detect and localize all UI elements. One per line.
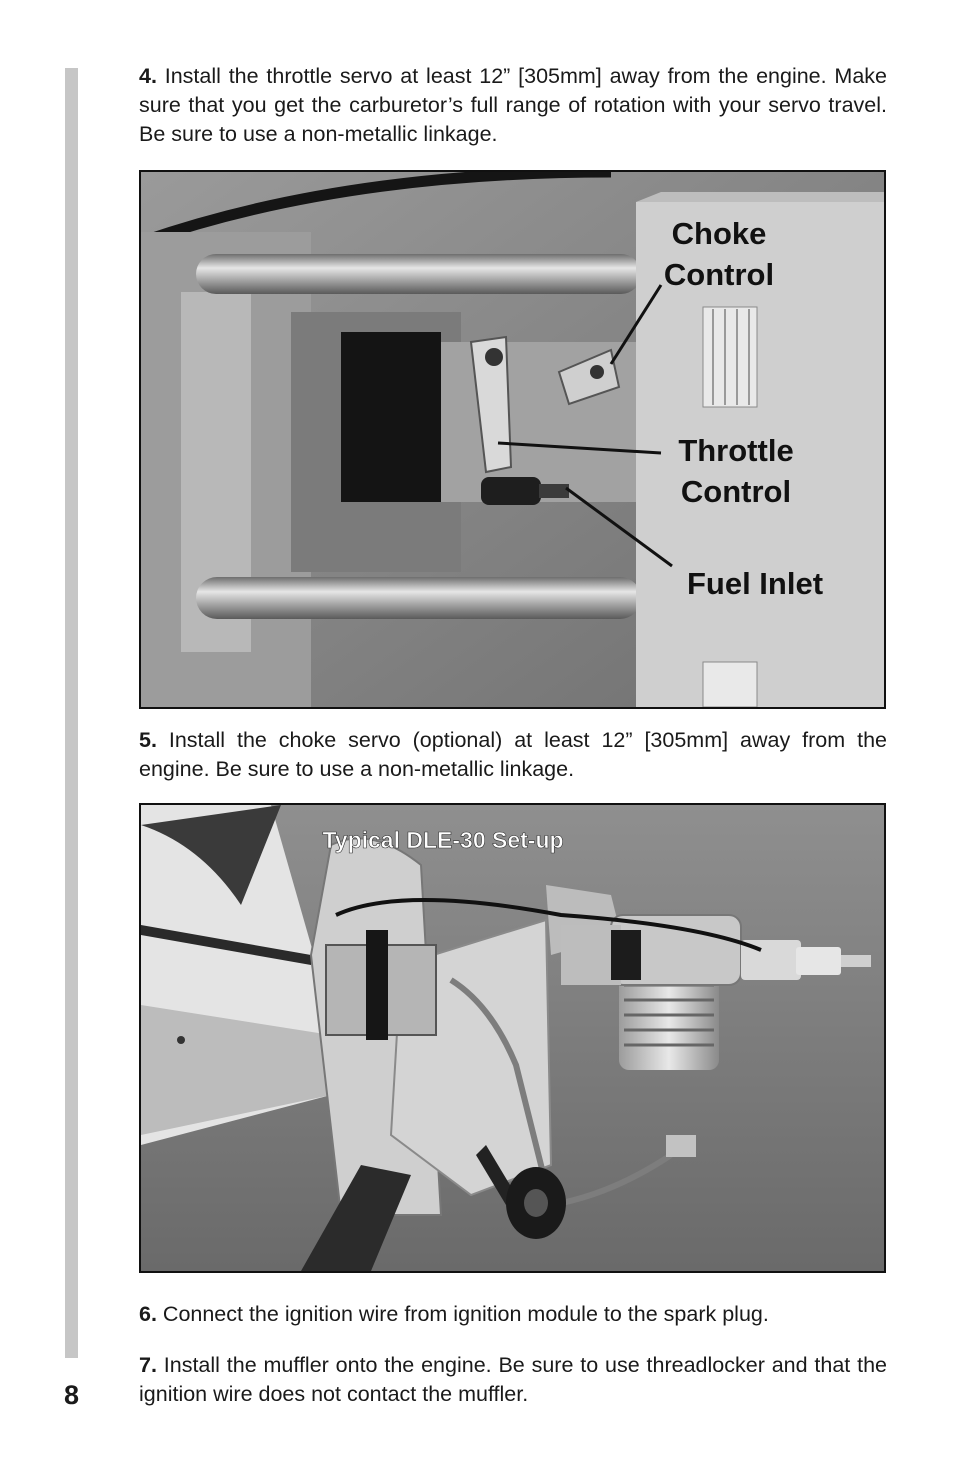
callout-throttle-line2: Control xyxy=(680,474,792,509)
step-text: Install the choke servo (optional) at least 12” [305mm] away from the engine. Be sure to use a non-metallic linkage. xyxy=(139,728,887,781)
callout-choke-line2: Control xyxy=(663,257,775,292)
page-number: 8 xyxy=(64,1380,80,1410)
margin-bar xyxy=(65,68,78,1358)
step-5 xyxy=(139,726,887,784)
photo-caption: Typical DLE-30 Set-up xyxy=(322,827,564,853)
step-number: 7. xyxy=(139,1353,157,1377)
step-text: Install the muffler onto the engine. Be sure to use threadlocker and that the ignition wire does not contact the muffler. xyxy=(139,1353,887,1406)
step-number: 6. xyxy=(139,1302,157,1326)
step-text: Install the throttle servo at least 12” [305mm] away from the engine. Make sure that you get the carburetor’s full range of rotation with your servo travel. Be sure to use a non-metallic linkage. xyxy=(139,64,887,146)
step-7 xyxy=(139,1351,887,1409)
step-6 xyxy=(139,1300,887,1329)
engine-setup-photo xyxy=(139,803,886,1273)
callout-fuel-inlet: Fuel Inlet xyxy=(686,566,824,601)
callout-throttle-line1: Throttle xyxy=(678,433,794,468)
step-number: 5. xyxy=(139,728,157,752)
callout-choke-line1: Choke xyxy=(671,216,767,251)
carburetor-photo xyxy=(139,170,886,709)
step-number: 4. xyxy=(139,64,157,88)
step-text: Connect the ignition wire from ignition module to the spark plug. xyxy=(156,1302,769,1326)
step-4 xyxy=(139,62,887,149)
